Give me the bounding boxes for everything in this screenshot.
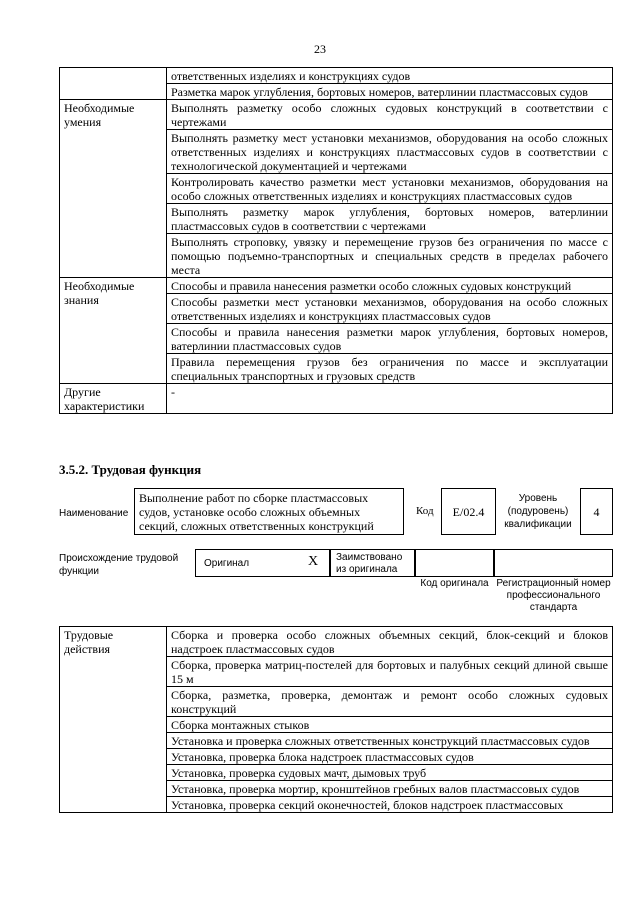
- row-item: Правила перемещения грузов без ограничения по массе и эксплуатации специальных транспортных и грузовых средств: [167, 354, 613, 384]
- row-item: Установка, проверка секций оконечностей, блоков надстроек пластмассовых: [167, 797, 613, 813]
- row-item: Установка, проверка мортир, кронштейнов гребных валов пластмассовых судов: [167, 781, 613, 797]
- skills-knowledge-table: [59, 67, 613, 414]
- row-item: Способы разметки мест установки механизмов, оборудования на особо сложных ответственных изделиях и конструкциях пластмассовых судов: [167, 294, 613, 324]
- row-item: Установка, проверка блока надстроек пластмассовых судов: [167, 749, 613, 765]
- level-value: 4: [580, 488, 613, 535]
- original-mark: X: [308, 554, 319, 569]
- row-item: ответственных изделиях и конструкциях судов: [167, 68, 613, 84]
- row-label: [60, 68, 167, 100]
- reg-number-box: [494, 549, 613, 577]
- row-item: Сборка и проверка особо сложных объемных секций, блок-секций и блоков надстроек пластмассовых судов: [167, 627, 613, 657]
- borrowed-label: Заимствовано из оригинала: [336, 552, 403, 575]
- row-item: Разметка марок углубления, бортовых номеров, ватерлинии пластмассовых судов: [167, 84, 613, 100]
- page-number: 23: [314, 42, 326, 56]
- table-row: [60, 627, 613, 657]
- code-original-label: Код оригинала: [420, 578, 489, 589]
- name-label: Наименование: [59, 508, 129, 519]
- labor-actions-table: [59, 626, 613, 813]
- reg-number-label: Регистрационный номер профессионального стандарта: [496, 578, 611, 613]
- row-label: Другие характеристики: [60, 384, 167, 414]
- section-title: 3.5.2. Трудовая функция: [59, 462, 202, 477]
- code-original-box: [415, 549, 494, 577]
- row-item: Установка и проверка сложных ответственных конструкций пластмассовых судов: [167, 733, 613, 749]
- code-value: E/02.4: [441, 488, 496, 535]
- row-item: Сборка монтажных стыков: [167, 717, 613, 733]
- table-row: [60, 100, 613, 130]
- level-label: Уровень (подуровень) квалификации: [504, 493, 572, 530]
- original-box: [195, 549, 330, 577]
- origin-label: Происхождение трудовой функции: [59, 553, 179, 577]
- row-item: Выполнять разметку марок углубления, бортовых номеров, ватерлинии пластмассовых судов в соответствии с чертежами: [167, 204, 613, 234]
- function-name-value: Выполнение работ по сборке пластмассовых судов, установке особо сложных объемных секций, сложных ответственных конструкций: [139, 491, 374, 533]
- row-item: Способы и правила нанесения разметки особо сложных судовых конструкций: [167, 278, 613, 294]
- row-label: Трудовые действия: [60, 627, 167, 813]
- row-label: Необходимые умения: [60, 100, 167, 278]
- borrowed-box: [330, 549, 415, 577]
- table-row: [60, 384, 613, 414]
- row-item: Сборка, разметка, проверка, демонтаж и ремонт особо сложных судовых конструкций: [167, 687, 613, 717]
- row-item: Выполнять разметку мест установки механизмов, оборудования на особо сложных ответственных изделиях и конструкциях пластмассовых судов в соответствии с технологической документацией и чертежами: [167, 130, 613, 174]
- row-item: Установка, проверка судовых мачт, дымовых труб: [167, 765, 613, 781]
- row-item: Сборка, проверка матриц-постелей для бортовых и палубных секций длиной свыше 15 м: [167, 657, 613, 687]
- row-item: Способы и правила нанесения разметки марок углубления, бортовых номеров, ватерлинии пластмассовых судов: [167, 324, 613, 354]
- row-item: Контролировать качество разметки мест установки механизмов, оборудования на особо сложных ответственных изделиях и конструкциях пластмассовых судов: [167, 174, 613, 204]
- row-item: Выполнять строповку, увязку и перемещение грузов без ограничения по массе с помощью подъемно-транспортных и специальных средств в пределах рабочего места: [167, 234, 613, 278]
- table-row: [60, 68, 613, 84]
- function-name-box: [134, 488, 404, 535]
- original-label: Оригинал: [204, 558, 250, 569]
- row-label: Необходимые знания: [60, 278, 167, 384]
- row-item: Выполнять разметку особо сложных судовых конструкций в соответствии с чертежами: [167, 100, 613, 130]
- row-item: -: [167, 384, 613, 414]
- table-row: [60, 278, 613, 294]
- code-label: Код: [416, 505, 434, 517]
